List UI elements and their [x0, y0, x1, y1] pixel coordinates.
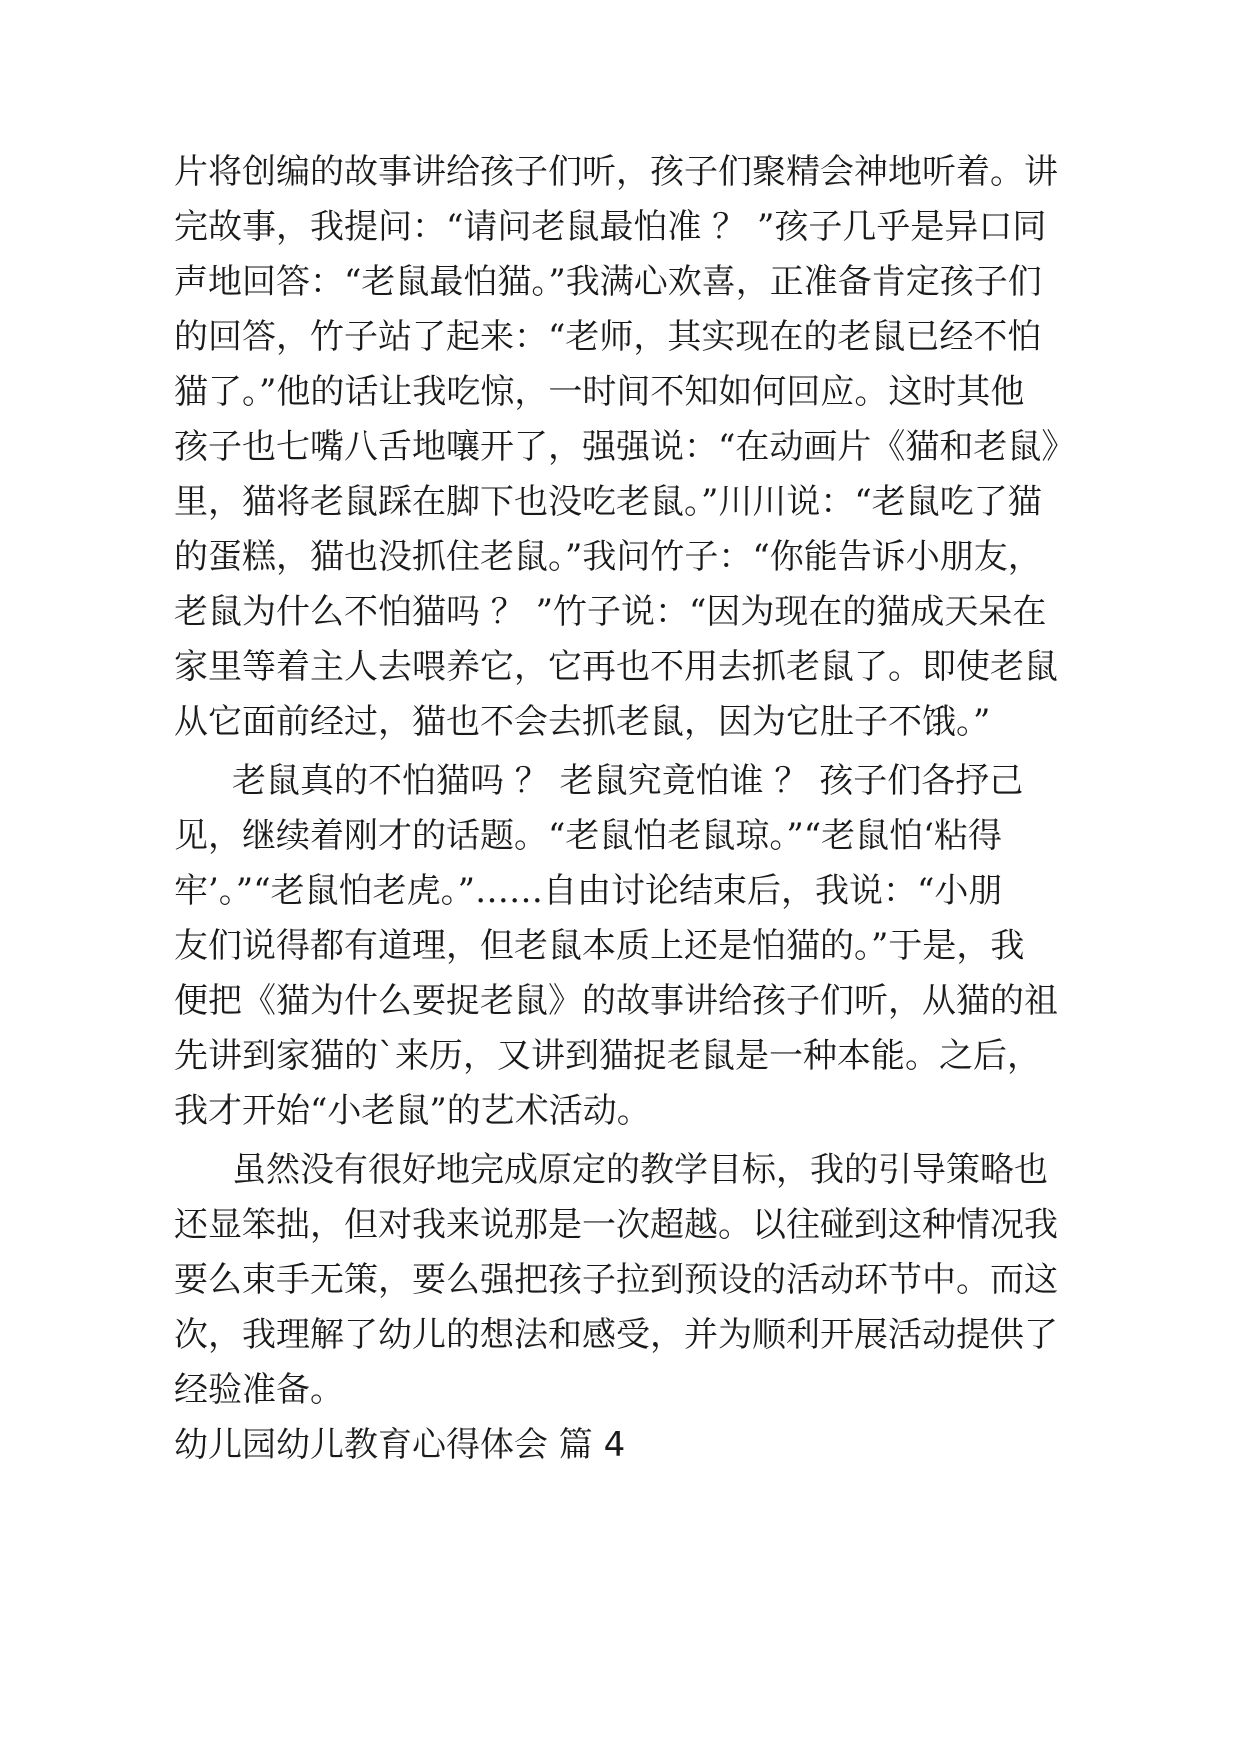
paragraph-line — [0, 307, 1241, 367]
line-text: 见，继续着刚才的话题。“老鼠怕老鼠琼。”“老鼠怕‘粘得 — [174, 816, 1002, 856]
line-text: 里，猫将老鼠踩在脚下也没吃老鼠。”川川说：“老鼠吃了猫 — [174, 482, 1042, 522]
paragraph-line — [0, 1081, 1241, 1141]
line-text: 还显笨拙，但对我来说那是一次超越。以往碰到这种情况我 — [174, 1205, 1058, 1245]
paragraph-line — [0, 252, 1241, 312]
line-text: 声地回答：“老鼠最怕猫。”我满心欢喜，正准备肯定孩子们 — [174, 262, 1042, 302]
line-text: 老鼠为什么不怕猫吗 ？ ”竹子说：“因为现在的猫成天呆在 — [174, 592, 1047, 632]
paragraph-line — [0, 916, 1241, 976]
line-text: 牢’。”“老鼠怕老虎。”……自由讨论结束后，我说：“小朋 — [174, 871, 1003, 911]
line-text: 我才开始“小老鼠”的艺术活动。 — [174, 1091, 651, 1131]
paragraph-line — [0, 1140, 1241, 1200]
line-text: 要么束手无策，要么强把孩子拉到预设的活动环节中。而这 — [174, 1260, 1058, 1300]
line-text: 老鼠真的不怕猫吗 ？ 老鼠究竟怕谁 ？ 孩子们各抒己 — [232, 761, 1024, 801]
paragraph-line — [0, 1026, 1241, 1086]
line-text: 经验准备。 — [174, 1370, 344, 1410]
heading-text: 幼儿园幼儿教育心得体会 篇 4 — [174, 1425, 626, 1465]
paragraph-line — [0, 197, 1241, 257]
paragraph-line — [0, 1195, 1241, 1255]
paragraph-line — [0, 417, 1241, 477]
paragraph-line — [0, 142, 1241, 202]
paragraph-line — [0, 1305, 1241, 1365]
paragraph-line — [0, 362, 1241, 422]
paragraph-line — [0, 637, 1241, 697]
line-text: 次，我理解了幼儿的想法和感受，并为顺利开展活动提供了 — [174, 1315, 1058, 1355]
paragraph-line — [0, 1250, 1241, 1310]
paragraph-line — [0, 692, 1241, 752]
section-heading — [0, 1415, 1241, 1475]
line-text: 友们说得都有道理，但老鼠本质上还是怕猫的。”于是，我 — [174, 926, 1025, 966]
paragraph-line — [0, 971, 1241, 1031]
line-text: 先讲到家猫的`来历，又讲到猫捉老鼠是一种本能。之后， — [174, 1036, 1041, 1076]
paragraph-line — [0, 806, 1241, 866]
line-text: 完故事，我提问：“请问老鼠最怕准 ？ ”孩子几乎是异口同 — [174, 207, 1047, 247]
line-text: 便把《猫为什么要捉老鼠》的故事讲给孩子们听，从猫的祖 — [174, 981, 1058, 1021]
line-text: 家里等着主人去喂养它，它再也不用去抓老鼠了。即使老鼠 — [174, 647, 1058, 687]
paragraph-line — [0, 751, 1241, 811]
paragraph-line — [0, 1360, 1241, 1420]
line-text: 猫了。”他的话让我吃惊，一时间不知如何回应。这时其他 — [174, 372, 1025, 412]
paragraph-line — [0, 472, 1241, 532]
paragraph-line — [0, 582, 1241, 642]
line-text: 的回答，竹子站了起来：“老师，其实现在的老鼠已经不怕 — [174, 317, 1042, 357]
line-text: 从它面前经过，猫也不会去抓老鼠，因为它肚子不饿。” — [174, 702, 991, 742]
line-text: 片将创编的故事讲给孩子们听，孩子们聚精会神地听着。讲 — [174, 152, 1058, 192]
line-text: 孩子也七嘴八舌地嚷开了，强强说：“在动画片《猫和老鼠》 — [174, 427, 1076, 467]
paragraph-line — [0, 527, 1241, 587]
line-text: 的蛋糕，猫也没抓住老鼠。”我问竹子：“你能告诉小朋友， — [174, 537, 1042, 577]
line-text: 虽然没有很好地完成原定的教学目标，我的引导策略也 — [232, 1150, 1048, 1190]
paragraph-line — [0, 861, 1241, 921]
